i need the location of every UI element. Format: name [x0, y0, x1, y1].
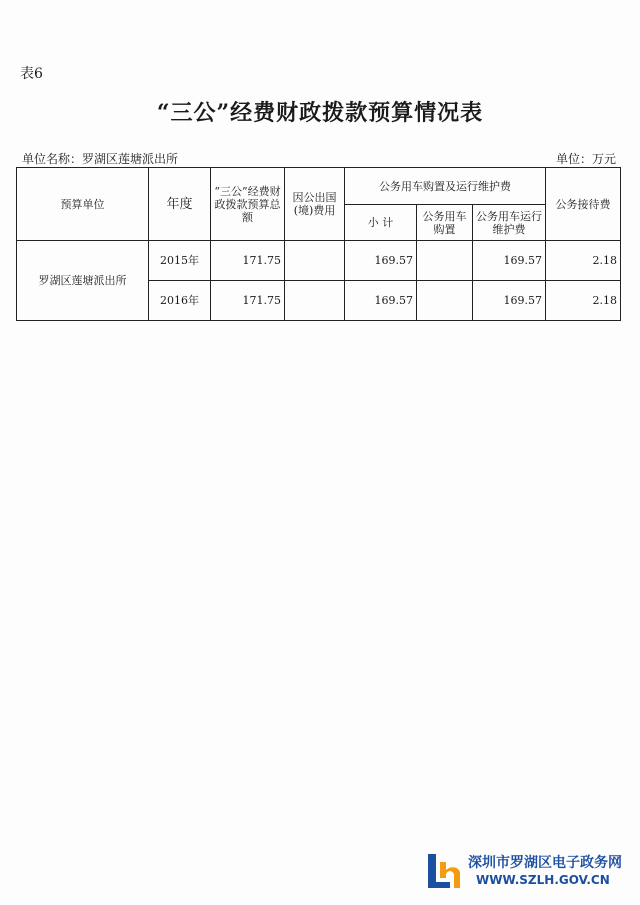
cell-vehicle-operation: 169.57	[473, 241, 546, 281]
cell-year: 2016年	[149, 281, 211, 321]
watermark-cn-text: 深圳市罗湖区电子政务网	[468, 855, 622, 871]
table-number: 表6	[20, 66, 43, 82]
header-vehicle-operation: 公务用车运行维护费	[473, 205, 546, 241]
header-vehicle-purchase: 公务用车购置	[417, 205, 473, 241]
header-total: “三公”经费财政拨款预算总额	[211, 168, 285, 241]
cell-budget-unit: 罗湖区莲塘派出所	[17, 241, 149, 321]
watermark-en-text: WWW.SZLH.GOV.CN	[476, 873, 610, 887]
header-row-top	[17, 168, 621, 205]
unit-name-label: 单位名称：罗湖区莲塘派出所	[22, 152, 179, 166]
lh-logo-icon	[424, 848, 468, 892]
cell-year: 2015年	[149, 241, 211, 281]
cell-total: 171.75	[211, 281, 285, 321]
cell-abroad	[285, 241, 345, 281]
cell-vehicle-purchase	[417, 241, 473, 281]
cell-vehicle-purchase	[417, 281, 473, 321]
table-row	[17, 241, 621, 281]
cell-subtotal: 169.57	[345, 241, 417, 281]
cell-subtotal: 169.57	[345, 281, 417, 321]
budget-table	[16, 167, 621, 321]
cell-reception: 2.18	[546, 241, 621, 281]
header-year: 年度	[149, 168, 211, 241]
page-title: “三公”经费财政拨款预算情况表	[156, 100, 484, 126]
cell-vehicle-operation: 169.57	[473, 281, 546, 321]
cell-reception: 2.18	[546, 281, 621, 321]
header-reception: 公务接待费	[546, 168, 621, 241]
unit-measure-label: 单位：万元	[555, 152, 616, 166]
header-vehicle-group: 公务用车购置及运行维护费	[345, 168, 546, 205]
cell-total: 171.75	[211, 241, 285, 281]
header-budget-unit: 预算单位	[17, 168, 149, 241]
cell-abroad	[285, 281, 345, 321]
header-subtotal: 小 计	[345, 205, 417, 241]
site-watermark-logo	[424, 848, 624, 894]
header-abroad: 因公出国(境)费用	[285, 168, 345, 241]
